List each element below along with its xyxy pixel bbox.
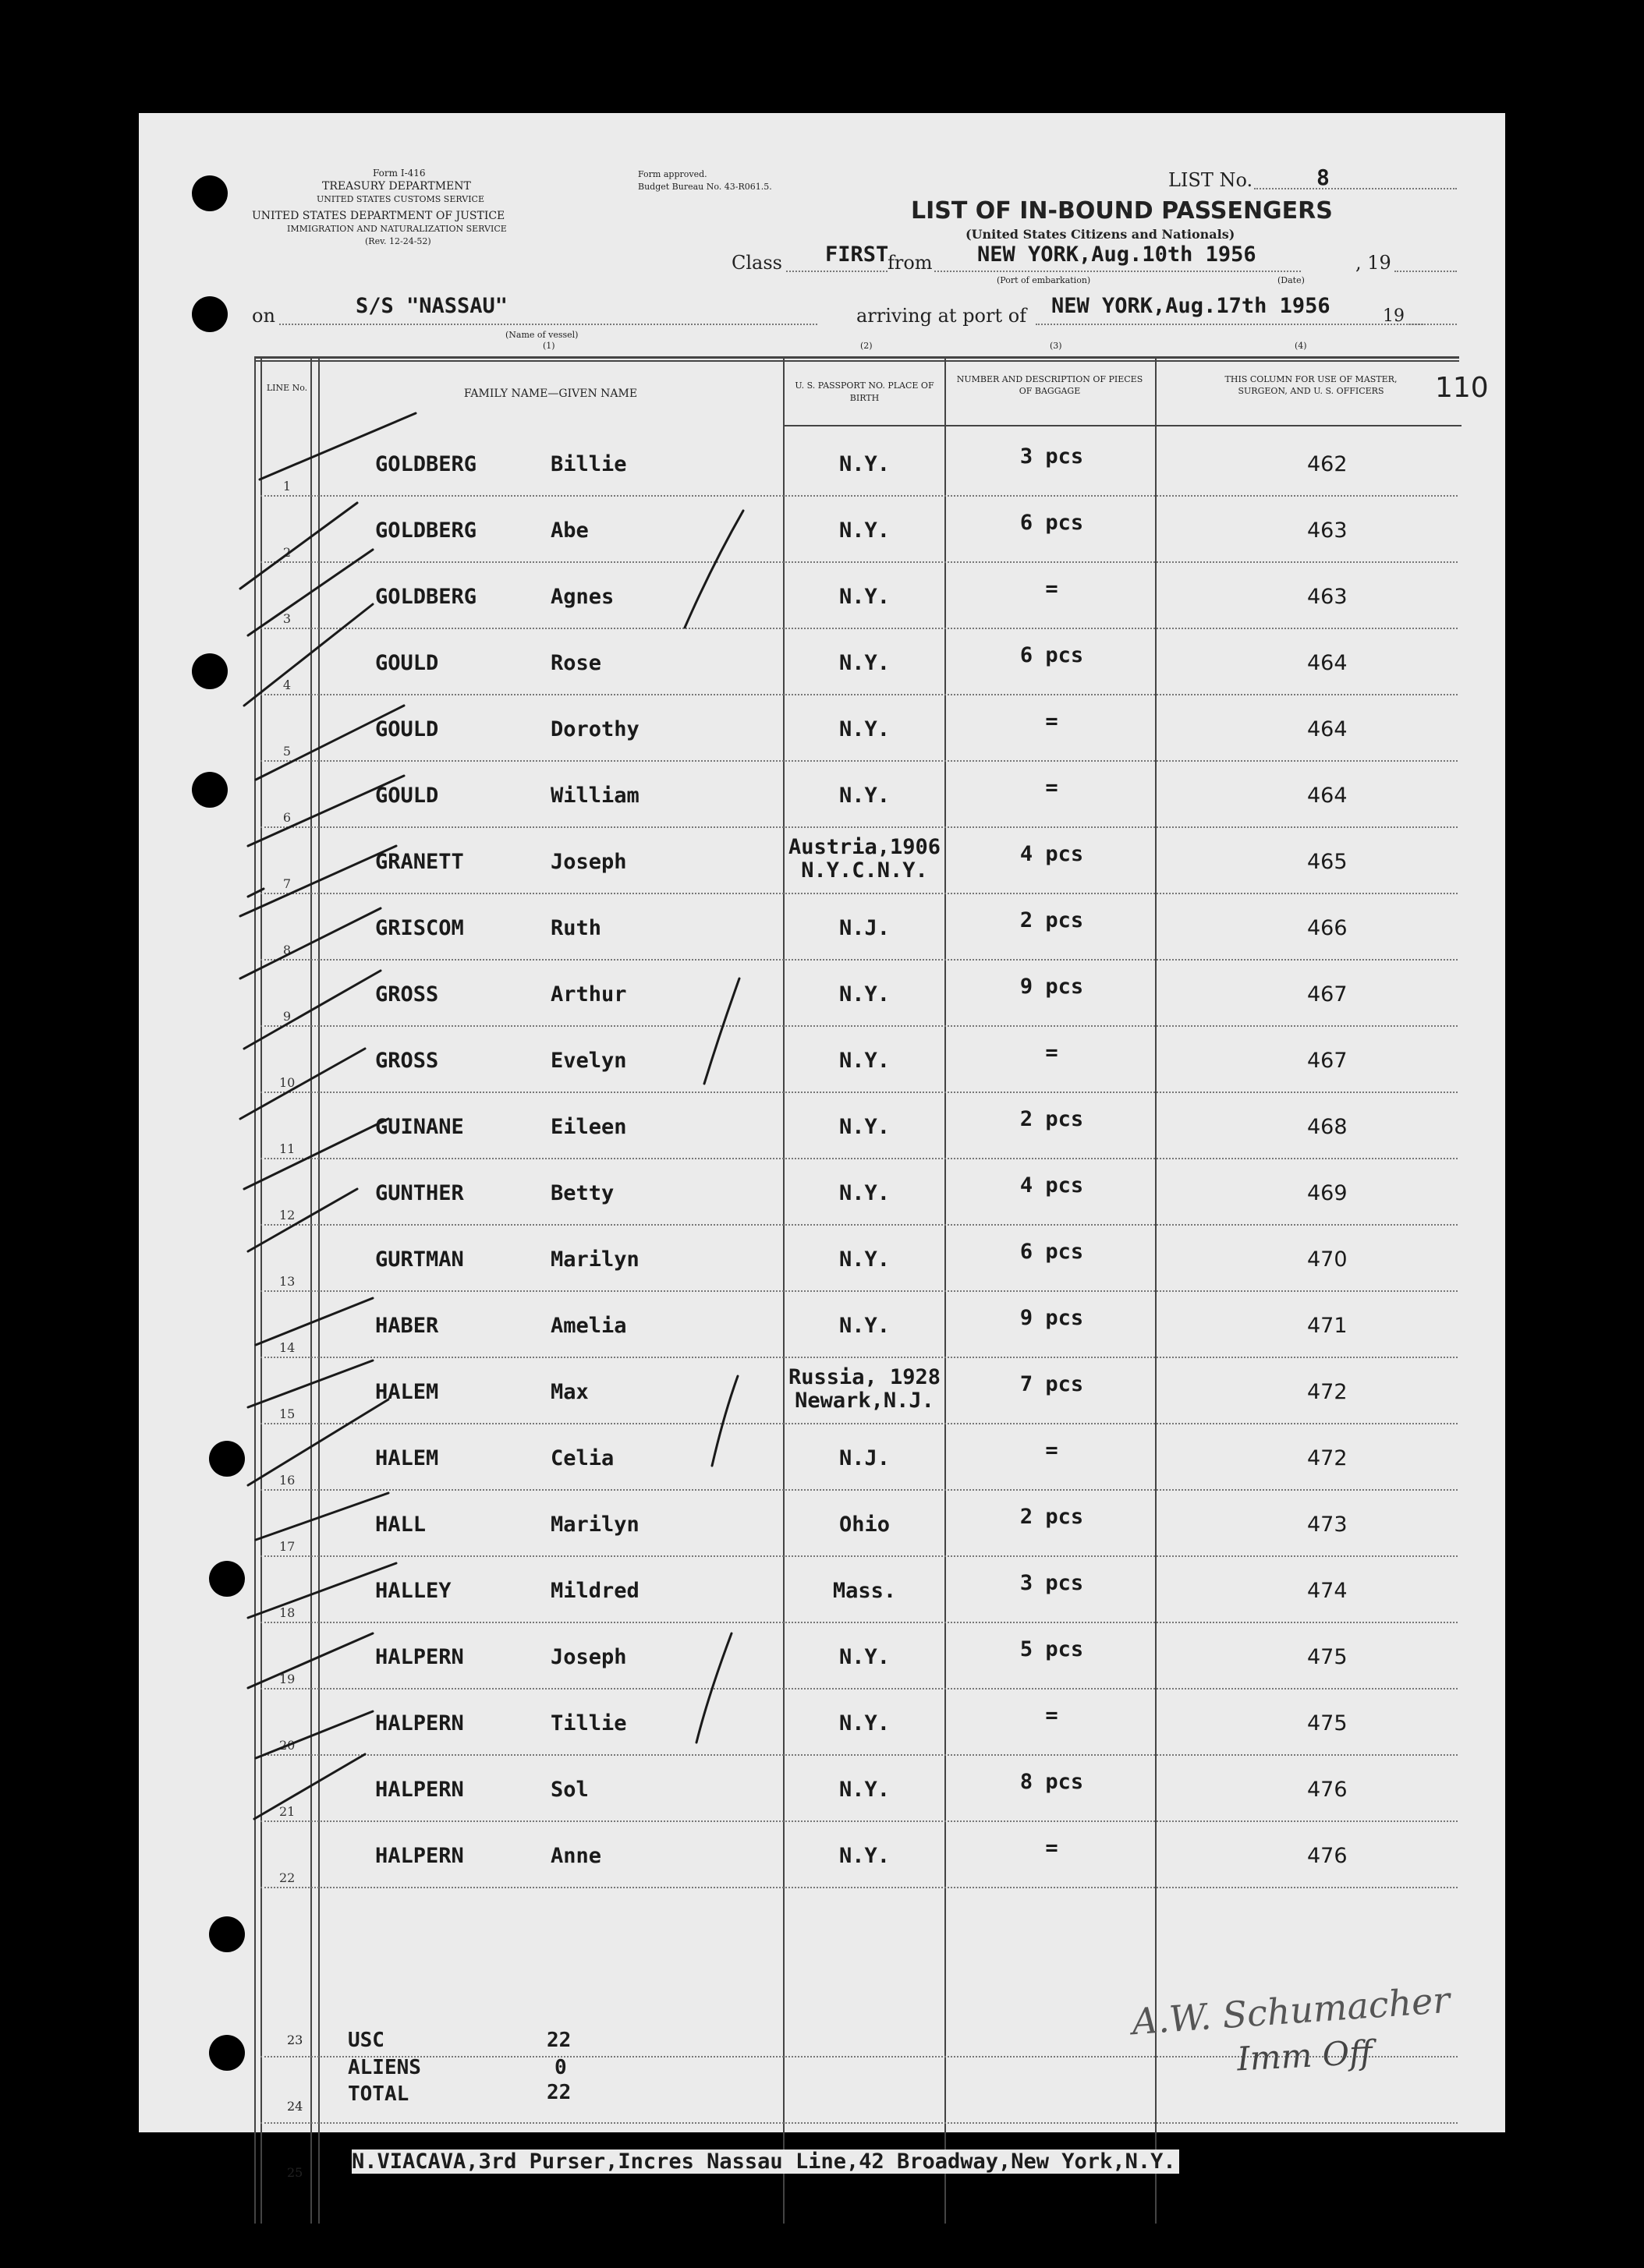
family-name: HALL — [375, 1513, 427, 1537]
family-name: GOULD — [375, 717, 439, 741]
list-no-value: 8 — [1316, 165, 1330, 190]
col2-number: (2) — [860, 341, 873, 351]
line-number: 4 — [282, 678, 292, 692]
line-number-23: 23 — [287, 2033, 303, 2047]
header-name: FAMILY NAME—GIVEN NAME — [463, 387, 638, 400]
line-number: 16 — [279, 1473, 296, 1488]
justice-dept: UNITED STATES DEPARTMENT OF JUSTICE — [252, 210, 505, 222]
given-name: Joseph — [551, 850, 627, 874]
arriving-label: arriving at port of — [856, 305, 1027, 327]
form-number: Form I-416 — [373, 168, 426, 179]
date-caption: (Date) — [1277, 275, 1305, 285]
baggage-count: 2 pcs — [1019, 908, 1084, 932]
officer-number: 464 — [1307, 784, 1348, 808]
punch-hole — [192, 175, 228, 211]
family-name: GOLDBERG — [375, 518, 477, 543]
form-approved: Form approved. — [638, 169, 707, 179]
place-of-birth: N.Y. — [838, 1247, 891, 1272]
officer-number: 468 — [1307, 1115, 1348, 1139]
line-number: 3 — [282, 611, 292, 626]
officer-number: 474 — [1307, 1579, 1348, 1603]
col1-number: (1) — [543, 341, 555, 351]
from-label: from — [888, 252, 933, 274]
page-subtitle: (United States Citizens and Nationals) — [965, 227, 1235, 242]
place-of-birth: N.Y. — [838, 784, 891, 808]
baggage-count: 4 pcs — [1019, 842, 1084, 866]
family-name: GUINANE — [375, 1115, 464, 1139]
baggage-count: = — [1045, 1704, 1058, 1728]
aliens-value: 0 — [554, 2056, 567, 2079]
line-number-25: 25 — [287, 2165, 303, 2180]
given-name: Billie — [551, 452, 627, 476]
header-baggage: NUMBER AND DESCRIPTION OF PIECES OF BAGGAGE — [956, 374, 1143, 396]
budget-bureau: Budget Bureau No. 43-R061.5. — [638, 182, 772, 192]
officer-number: 465 — [1307, 850, 1348, 874]
header-officers: THIS COLUMN FOR USE OF MASTER, SURGEON, AND U. S. OFFICERS — [1224, 374, 1398, 396]
place-of-birth: N.Y. — [838, 651, 891, 675]
baggage-count: = — [1045, 1836, 1058, 1860]
place-of-birth: N.Y. — [838, 1711, 891, 1735]
family-name: GOULD — [375, 784, 439, 808]
header-line-no: LINE No. — [266, 383, 308, 393]
baggage-count: 7 pcs — [1019, 1372, 1084, 1396]
place-of-birth: N.Y. — [838, 1778, 891, 1802]
place-of-birth-line2: N.Y.C.N.Y. — [801, 858, 928, 883]
officer-number: 463 — [1307, 585, 1348, 609]
family-name: HALPERN — [375, 1711, 464, 1735]
given-name: Dorothy — [551, 717, 640, 741]
family-name: HALEM — [375, 1380, 439, 1404]
family-name: GROSS — [375, 982, 439, 1007]
officer-number: 464 — [1307, 651, 1348, 675]
place-of-birth: N.Y. — [838, 585, 891, 609]
place-of-birth: N.Y. — [838, 1115, 891, 1139]
year-suffix: , 19 — [1355, 252, 1391, 274]
line-number: 18 — [279, 1605, 296, 1620]
line-number: 9 — [282, 1009, 292, 1024]
line-number: 19 — [279, 1672, 296, 1686]
officer-number: 472 — [1307, 1380, 1348, 1404]
family-name: HALPERN — [375, 1844, 464, 1868]
family-name: HABER — [375, 1314, 439, 1338]
on-label: on — [252, 305, 275, 327]
family-name: GOLDBERG — [375, 452, 477, 476]
line-number: 13 — [279, 1274, 296, 1289]
punch-hole — [209, 1561, 245, 1597]
given-name: Abe — [551, 518, 589, 543]
line-number: 11 — [279, 1141, 296, 1156]
place-of-birth: N.J. — [838, 916, 891, 940]
officer-number: 464 — [1307, 717, 1348, 741]
line-number: 22 — [279, 1870, 296, 1885]
officer-number: 476 — [1307, 1778, 1348, 1802]
given-name: Eileen — [551, 1115, 627, 1139]
header-passport: U. S. PASSPORT NO. PLACE OF BIRTH — [795, 380, 934, 403]
family-name: GUNTHER — [375, 1181, 464, 1205]
given-name: Anne — [551, 1844, 602, 1868]
family-name: GOLDBERG — [375, 585, 477, 609]
punch-hole — [209, 2035, 245, 2071]
line-number: 2 — [282, 545, 292, 560]
aliens-label: ALIENS — [348, 2056, 421, 2079]
baggage-count: 5 pcs — [1019, 1637, 1084, 1661]
officer-number: 476 — [1307, 1844, 1348, 1868]
punch-hole — [192, 772, 228, 808]
arriving-value: NEW YORK,Aug.17th 1956 — [1051, 294, 1330, 318]
vessel-caption: (Name of vessel) — [505, 330, 579, 340]
arriving-suffix: 19 — [1383, 306, 1405, 326]
punch-hole — [209, 1916, 245, 1952]
punch-hole — [192, 653, 228, 689]
document-page — [139, 113, 1505, 2180]
place-of-birth: N.J. — [838, 1446, 891, 1470]
place-of-birth: N.Y. — [838, 1645, 891, 1669]
baggage-count: 3 pcs — [1019, 1571, 1084, 1595]
port-embarkation-caption: (Port of embarkation) — [997, 275, 1091, 285]
line-number: 8 — [282, 943, 292, 957]
officer-number: 463 — [1307, 518, 1348, 543]
place-of-birth: N.Y. — [838, 1181, 891, 1205]
baggage-count: 9 pcs — [1019, 975, 1084, 999]
from-value: NEW YORK,Aug.10th 1956 — [977, 242, 1256, 267]
given-name: Marilyn — [551, 1247, 640, 1272]
given-name: Amelia — [551, 1314, 627, 1338]
place-of-birth: N.Y. — [838, 1844, 891, 1868]
place-of-birth: N.Y. — [838, 1314, 891, 1338]
baggage-count: 3 pcs — [1019, 444, 1084, 469]
baggage-count: 6 pcs — [1019, 511, 1084, 535]
officer-number: 467 — [1307, 982, 1348, 1007]
line-number: 5 — [282, 744, 292, 759]
page-title: LIST OF IN-BOUND PASSENGERS — [911, 197, 1333, 225]
revision-date: (Rev. 12-24-52) — [365, 236, 431, 246]
officer-title-handwritten: Imm Off — [1235, 2033, 1373, 2079]
family-name: GOULD — [375, 651, 439, 675]
baggage-count: = — [1045, 577, 1058, 601]
handwritten-marks — [139, 113, 1505, 2132]
line-number-24: 24 — [287, 2099, 303, 2114]
line-number: 12 — [279, 1208, 296, 1222]
officer-number: 462 — [1307, 452, 1348, 476]
baggage-count: = — [1045, 709, 1058, 734]
usc-label: USC — [348, 2029, 384, 2052]
family-name: GURTMAN — [375, 1247, 464, 1272]
purser-line: N.VIACAVA,3rd Purser,Incres Nassau Line,42 Broadway,New York,N.Y. — [352, 2149, 1179, 2174]
baggage-count: 4 pcs — [1019, 1173, 1084, 1198]
line-number: 6 — [282, 810, 292, 825]
family-name: HALLEY — [375, 1579, 452, 1603]
family-name: GRANETT — [375, 850, 464, 874]
baggage-count: = — [1045, 1041, 1058, 1065]
line-number: 15 — [279, 1406, 296, 1421]
baggage-count: 2 pcs — [1019, 1107, 1084, 1131]
family-name: GROSS — [375, 1049, 439, 1073]
given-name: Mildred — [551, 1579, 640, 1603]
punch-hole — [209, 1441, 245, 1477]
officer-number: 472 — [1307, 1446, 1348, 1470]
place-of-birth: N.Y. — [838, 518, 891, 543]
family-name: HALPERN — [375, 1778, 464, 1802]
officer-number: 475 — [1307, 1711, 1348, 1735]
baggage-count: 8 pcs — [1019, 1770, 1084, 1794]
baggage-count: = — [1045, 1438, 1058, 1463]
given-name: William — [551, 784, 640, 808]
officer-signature: A.W. Schumacher — [1130, 1978, 1451, 2043]
officer-number: 475 — [1307, 1645, 1348, 1669]
place-of-birth: Ohio — [838, 1513, 891, 1537]
officer-number: 471 — [1307, 1314, 1348, 1338]
line-number: 7 — [282, 876, 292, 891]
place-of-birth-line2: Newark,N.J. — [795, 1389, 934, 1413]
officer-number: 469 — [1307, 1181, 1348, 1205]
line-number: 20 — [279, 1738, 296, 1753]
line-number: 21 — [279, 1804, 296, 1819]
punch-hole — [192, 296, 228, 332]
total-value: 22 — [547, 2081, 572, 2104]
given-name: Joseph — [551, 1645, 627, 1669]
place-of-birth: N.Y. — [838, 717, 891, 741]
given-name: Agnes — [551, 585, 615, 609]
line-number: 14 — [279, 1340, 296, 1355]
given-name: Rose — [551, 651, 602, 675]
given-name: Sol — [551, 1778, 589, 1802]
class-value: FIRST — [825, 242, 889, 267]
given-name: Arthur — [551, 982, 627, 1007]
col4-number: (4) — [1295, 341, 1307, 351]
treasury-dept: TREASURY DEPARTMENT — [322, 180, 471, 193]
baggage-count: 6 pcs — [1019, 1240, 1084, 1264]
place-of-birth-line1: Russia, 1928 — [788, 1365, 941, 1389]
usc-value: 22 — [547, 2029, 572, 2052]
vessel-value: S/S "NASSAU" — [356, 294, 508, 318]
given-name: Betty — [551, 1181, 615, 1205]
customs-service: UNITED STATES CUSTOMS SERVICE — [317, 194, 484, 204]
officer-number: 470 — [1307, 1247, 1348, 1272]
given-name: Marilyn — [551, 1513, 640, 1537]
given-name: Tillie — [551, 1711, 627, 1735]
given-name: Ruth — [551, 916, 602, 940]
line-number: 1 — [282, 479, 292, 494]
family-name: GRISCOM — [375, 916, 464, 940]
ins-service: IMMIGRATION AND NATURALIZATION SERVICE — [287, 224, 507, 234]
given-name: Max — [551, 1380, 589, 1404]
sheet-number: 110 — [1435, 372, 1489, 404]
officer-number: 466 — [1307, 916, 1348, 940]
class-label: Class — [732, 252, 782, 274]
place-of-birth: N.Y. — [838, 1049, 891, 1073]
family-name: HALEM — [375, 1446, 439, 1470]
baggage-count: 6 pcs — [1019, 643, 1084, 667]
baggage-count: = — [1045, 776, 1058, 800]
baggage-count: 2 pcs — [1019, 1505, 1084, 1529]
col3-number: (3) — [1050, 341, 1062, 351]
given-name: Evelyn — [551, 1049, 627, 1073]
total-label: TOTAL — [348, 2082, 409, 2106]
baggage-count: 9 pcs — [1019, 1306, 1084, 1330]
family-name: HALPERN — [375, 1645, 464, 1669]
officer-number: 473 — [1307, 1513, 1348, 1537]
list-no-label: LIST No. — [1168, 169, 1253, 191]
place-of-birth: N.Y. — [838, 452, 891, 476]
given-name: Celia — [551, 1446, 615, 1470]
officer-number: 467 — [1307, 1049, 1348, 1073]
line-number: 10 — [279, 1075, 296, 1090]
place-of-birth-line1: Austria,1906 — [788, 835, 941, 859]
place-of-birth: N.Y. — [838, 982, 891, 1007]
place-of-birth: Mass. — [832, 1579, 897, 1603]
line-number: 17 — [279, 1539, 296, 1554]
